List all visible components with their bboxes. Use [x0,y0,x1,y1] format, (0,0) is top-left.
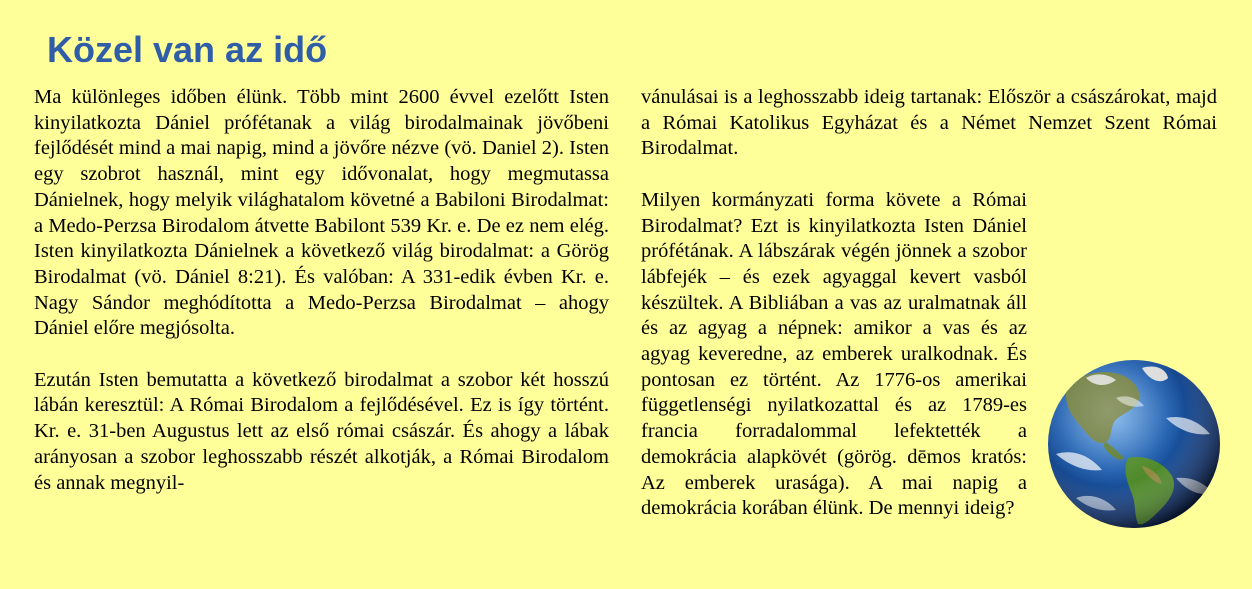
earth-globe-image [1046,358,1222,530]
left-column [34,85,609,496]
paragraph-3: vánulásai is a leghosszabb ideig tartanak: Először a császárokat, majd a Római Katolikus Egyházat és a Német Nemzet Szent Római Birodalmat. [641,86,1217,160]
page-title: Közel van az idő [47,29,328,70]
paragraph-1: Ma különleges időben élünk. Több mint 2600 évvel ezelőtt Isten kinyilatkozta Dániel prófétanak a világ birodalmainak jövőbeni fejlődését mind a mai napig, mind a jövőre nézve (vö. Daniel 2). Isten egy szobrot használ, mint egy idővonalat, hogy megmutassa Dánielnek, hogy melyik világhatalom követné a Babiloni Birodalmat: a Medo-Perzsa Birodalom átvette Babilont 539 Kr. e. De ez nem elég. Isten kinyilatkozta Dánielnek a következő világ birodalmat: a Görög Birodalmat (vö. Dániel 8:21). És valóban: A 331-edik évben Kr. e. Nagy Sándor meghódította a Medo-Perzsa Birodalmat – ahogy Dániel előre megjósolta. [34,86,609,340]
paragraph-4-text: Milyen kormányzati forma követe a Római Birodalmat? Ezt is kinyilatkozta Isten Dániel prófétának. A lábszárak végén jönnek a szobor lábfejék – és ezek agyaggal kevert vasból készültek. A Bibliában a vas az uralmatnak áll és az agyag a népnek: amikor a vas és az agyag keveredne, az emberek uralkodnak. És pontosan ez történt. Az 1776-os amerikai függetlenségi nyilatkozattal és az 1789-es francia forradalommal lefektették a demokrácia alapkövét (görög. dēmos kratós: Az emberek urasága). A mai napig a demokrácia korában élünk. De mennyi ideig? [641,188,1027,520]
paragraph-2: Ezután Isten bemutatta a következő birodalmat a szobor két hosszú lábán keresztül: A Római Birodalom a fejlődésével. Ez is így történt. Kr. e. 31-ben Augustus lett az első római császár. És ahogy a lábak arányosan a szobor leghosszabb részét alkotják, a Római Birodalom és annak megnyil- [34,368,609,494]
